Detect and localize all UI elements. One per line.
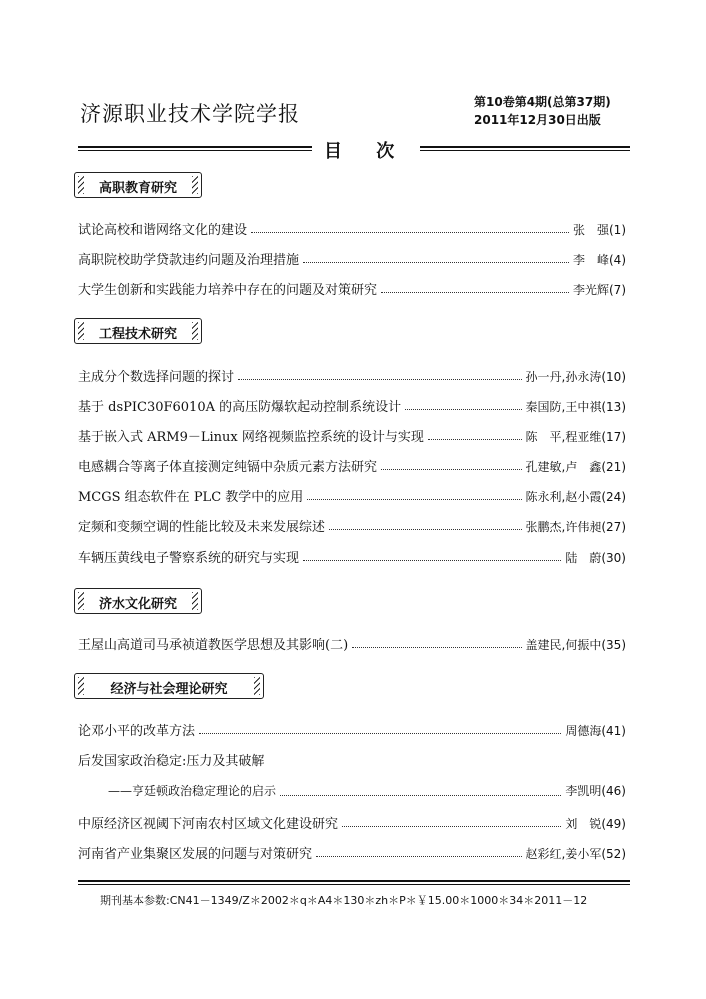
toc-entry[interactable]	[78, 366, 626, 384]
entry-title: 后发国家政治稳定:压力及其破解	[78, 754, 265, 769]
toc-entry-subtitle[interactable]	[108, 782, 626, 800]
toc-entry[interactable]	[78, 279, 626, 297]
leader-dots	[199, 724, 561, 734]
toc-entry[interactable]	[78, 396, 626, 414]
entry-author-page: 张鹏杰,许伟昶(27)	[525, 520, 626, 534]
entry-author-page: 周德海(41)	[565, 724, 626, 738]
entry-author-page: 秦国防,王中祺(13)	[525, 400, 626, 414]
toc-entry[interactable]	[78, 750, 626, 768]
entry-author-page: 陈 平,程亚维(17)	[525, 430, 626, 444]
entry-title: 大学生创新和实践能力培养中存在的问题及对策研究	[78, 283, 378, 298]
leader-dots	[303, 253, 569, 263]
toc-heading-bar	[78, 138, 630, 160]
section-label-box	[74, 588, 202, 614]
journal-title: 济源职业技术学院学报	[80, 102, 300, 126]
entry-author-page: 刘 锐(49)	[565, 817, 626, 831]
issue-volume: 第10卷第4期(总第37期)	[474, 95, 611, 109]
leader-dots	[381, 283, 569, 293]
entry-author-page: 李凯明(46)	[565, 784, 626, 798]
leader-dots	[303, 551, 561, 561]
leader-dots	[352, 638, 521, 648]
leader-dots	[280, 786, 561, 796]
entry-title: 试论高校和谐网络文化的建设	[78, 223, 248, 238]
entry-author-page: 张 强(1)	[573, 223, 626, 237]
entry-author-page: 李光辉(7)	[573, 283, 626, 297]
toc-entry[interactable]	[78, 486, 626, 504]
toc-entry[interactable]	[78, 813, 626, 831]
leader-dots	[342, 817, 561, 827]
issue-info	[474, 93, 611, 129]
toc-entry[interactable]	[78, 547, 626, 565]
toc-entry[interactable]	[78, 456, 626, 474]
entry-title: 基于嵌入式 ARM9－Linux 网络视频监控系统的设计与实现	[78, 430, 424, 445]
leader-dots	[428, 430, 522, 440]
toc-entry[interactable]	[78, 843, 626, 861]
entry-author-page: 赵彩红,姜小军(52)	[525, 847, 626, 861]
section-label-box	[74, 172, 202, 198]
toc-entry[interactable]	[78, 426, 626, 444]
entry-title: MCGS 组态软件在 PLC 教学中的应用	[78, 490, 304, 505]
footer-rule-thick	[78, 880, 630, 882]
toc-entry[interactable]	[78, 720, 626, 738]
section-label-box	[74, 318, 202, 344]
entry-title: 电感耦合等离子体直接测定纯镉中杂质元素方法研究	[78, 460, 378, 475]
entry-author-page: 李 峰(4)	[573, 253, 626, 267]
toc-entry[interactable]	[78, 249, 626, 267]
section-label-box	[74, 673, 264, 699]
journal-parameters: 期刊基本参数:CN41－1349/Z＊2002＊q＊A4＊130＊zh＊P＊￥15.00＊1000＊34＊2011－12	[100, 894, 588, 907]
entry-title: 基于 dsPIC30F6010A 的高压防爆软起动控制系统设计	[78, 400, 402, 415]
leader-dots	[251, 223, 569, 233]
leader-dots	[405, 400, 521, 410]
entry-title: 定频和变频空调的性能比较及未来发展综述	[78, 520, 326, 535]
toc-entry[interactable]	[78, 516, 626, 534]
entry-subtitle: ——亨廷顿政治稳定理论的启示	[108, 784, 277, 798]
section-label: 高职教育研究	[98, 181, 177, 196]
leader-dots	[329, 520, 522, 530]
entry-author-page: 陈永利,赵小霞(24)	[525, 490, 626, 504]
leader-dots	[307, 490, 521, 500]
footer-rule-thin	[78, 884, 630, 885]
section-label: 工程技术研究	[98, 327, 177, 342]
entry-title: 主成分个数选择问题的探讨	[78, 370, 235, 385]
entry-author-page: 盖建民,何振中(35)	[525, 638, 626, 652]
leader-dots	[381, 460, 522, 470]
entry-author-page: 陆 蔚(30)	[565, 551, 626, 565]
entry-title: 王屋山高道司马承祯道教医学思想及其影响(二)	[78, 638, 349, 653]
toc-heading: 目 次	[312, 137, 420, 163]
section-label: 济水文化研究	[98, 597, 177, 612]
entry-title: 河南省产业集聚区发展的问题与对策研究	[78, 847, 313, 862]
leader-dots	[316, 847, 522, 857]
entry-title: 高职院校助学贷款违约问题及治理措施	[78, 253, 300, 268]
issue-date: 2011年12月30日出版	[474, 113, 601, 127]
entry-author-page: 孙一丹,孙永涛(10)	[525, 370, 626, 384]
entry-author-page: 孔建敏,卢 鑫(21)	[525, 460, 626, 474]
entry-title: 论邓小平的改革方法	[78, 724, 196, 739]
section-label: 经济与社会理论研究	[110, 682, 228, 697]
entry-title: 车辆压黄线电子警察系统的研究与实现	[78, 551, 300, 566]
entry-title: 中原经济区视阈下河南农村区域文化建设研究	[78, 817, 339, 832]
leader-dots	[238, 370, 522, 380]
toc-entry[interactable]	[78, 219, 626, 237]
toc-entry[interactable]	[78, 634, 626, 652]
